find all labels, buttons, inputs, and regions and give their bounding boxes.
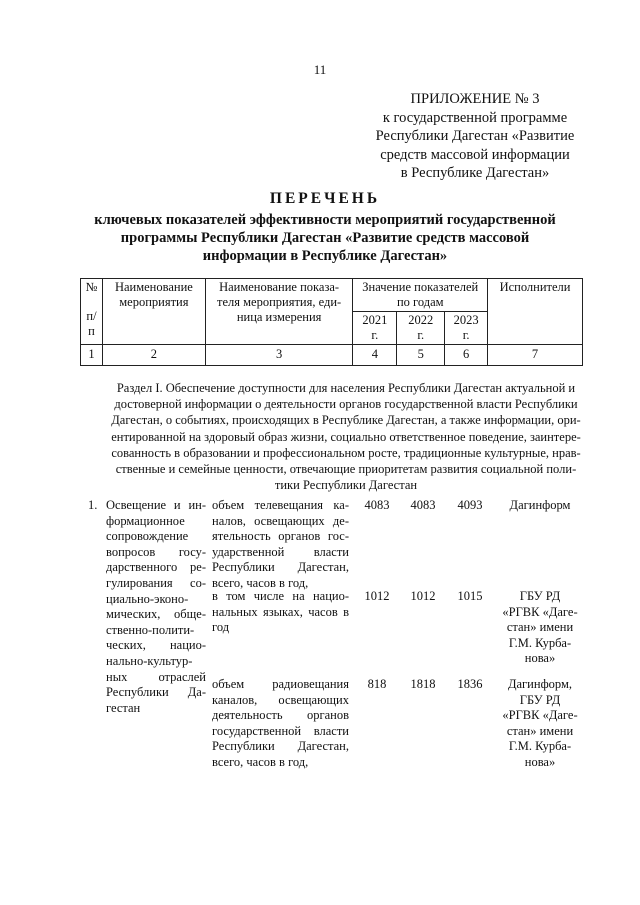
event-line: циально-эконо- [106, 591, 189, 606]
header-year-2023 [445, 312, 488, 345]
executor-line: нова» [524, 754, 556, 769]
executor [492, 677, 588, 771]
header-year-suffix: г. [417, 328, 425, 342]
header-line: Значение показателей [362, 280, 479, 294]
indicator-line: год [212, 620, 230, 635]
executor-line: «РГВК «Даге- [502, 604, 578, 619]
event-line: вопросов госу- [106, 544, 206, 559]
indicator-line: деятельность органов [212, 708, 349, 723]
section-line: Раздел I. Обеспечение доступности для населения Республики Дагестан актуальной и [116, 381, 576, 395]
indicators-table-header [80, 278, 583, 366]
indicator-line: ятельность органов гос- [212, 529, 349, 544]
header-values [353, 279, 488, 312]
event-line: ных отраслей [106, 669, 206, 684]
document-subtitle [40, 211, 610, 265]
executor-line: ГБУ РД [519, 589, 561, 603]
subtitle-line: информации в Республике Дагестан» [202, 248, 448, 264]
header-line: теля мероприятия, еди- [216, 295, 342, 309]
indicator-line: объем телевещания ка- [212, 498, 349, 512]
event-line: Республики Да- [106, 685, 206, 700]
event-line: Освещение и ин- [106, 498, 206, 512]
header-line: ница измерения [236, 310, 322, 324]
section-line: тики Республики Дагестан [274, 478, 418, 493]
indicator-line: всего, часов в год, [212, 575, 309, 590]
executor [492, 589, 588, 667]
indicator-radio [212, 677, 349, 771]
event-line: мических, обще- [106, 607, 206, 622]
section-line: ственные и семейные ценности, отвечающие приоритетам развития социальной поли- [115, 462, 577, 477]
indicator-line: объем радиовещания [212, 677, 349, 691]
appendix-line: ПРИЛОЖЕНИЕ № 3 [410, 91, 540, 107]
executor-line: Г.М. Курба- [508, 635, 572, 650]
header-num-line: № [85, 280, 98, 294]
page-number: 11 [313, 62, 327, 77]
header-year-2021 [353, 312, 397, 345]
header-year: 2023 [453, 313, 479, 327]
value-2022: 1818 [410, 677, 436, 691]
header-year: 2021 [362, 313, 388, 327]
value-2023: 4093 [457, 498, 483, 512]
column-number: 4 [353, 345, 397, 366]
event-line: дарственного ре- [106, 560, 206, 575]
column-number: 6 [445, 345, 488, 366]
event-line: гулирования со- [106, 575, 206, 590]
column-number: 2 [102, 345, 205, 366]
indicator-line: каналов, освещающих [212, 692, 349, 707]
header-year-suffix: г. [371, 328, 379, 342]
row-number: 1. [88, 498, 98, 512]
executor-line: ГБУ РД [519, 692, 561, 707]
header-event-name [102, 279, 205, 345]
document-title: ПЕРЕЧЕНЬ [269, 190, 381, 207]
subtitle-line: ключевых показателей эффективности мероприятий государственной [94, 212, 556, 228]
executor-line: Дагинформ, [507, 677, 573, 691]
header-year-2022 [397, 312, 445, 345]
event-line: сопровождение [106, 529, 189, 544]
header-indicator-name [205, 279, 353, 345]
indicator-tv [212, 498, 349, 592]
executor [492, 498, 588, 514]
column-number: 1 [81, 345, 103, 366]
header-line: мероприятия [119, 295, 189, 309]
event-line: ческих, нацио- [106, 638, 206, 653]
executor-line: стан» имени [506, 620, 574, 635]
section-line: ентированной на здоровый образ жизни, социально ответственное поведение, заинтере- [111, 429, 581, 444]
value-2021: 1012 [364, 589, 390, 603]
value-2021: 818 [367, 677, 387, 691]
executor-line: стан» имени [506, 723, 574, 738]
indicator-national-languages [212, 589, 349, 636]
indicator-line: всего, часов в год, [212, 754, 309, 769]
appendix-heading [340, 90, 610, 183]
appendix-line: в Республике Дагестан» [400, 165, 550, 181]
indicator-line: Республики Дагестан, [212, 560, 349, 575]
header-num-line: п [88, 324, 95, 338]
event-line: нально-культур- [106, 653, 193, 668]
event-line: ственно-полити- [106, 622, 195, 637]
header-num-line: п/ [86, 309, 97, 323]
appendix-line: средств массовой информации [380, 146, 570, 163]
indicator-line: налов, освещающих де- [212, 513, 349, 528]
value-2022: 1012 [410, 589, 436, 603]
subtitle-line: программы Республики Дагестан «Развитие средств массовой [120, 230, 530, 246]
value-2022: 4083 [410, 498, 436, 512]
header-executors: Исполнители [488, 279, 583, 345]
header-year: 2022 [408, 313, 434, 327]
appendix-line: к государственной программе [382, 109, 568, 126]
executor-line: Г.М. Курба- [508, 739, 572, 754]
executor-line: нова» [524, 651, 556, 666]
event-name [106, 498, 206, 716]
event-line: гестан [106, 700, 141, 715]
section-line: достоверной информации о деятельности органов государственной власти Республики [114, 397, 578, 412]
header-line: Наименование показа- [219, 280, 340, 294]
indicator-line: государственной власти [212, 723, 349, 738]
indicator-line: Республики Дагестан, [212, 739, 349, 754]
section-line: сованность в образовании и профессиональном росте, традиционные культурные, нрав- [111, 445, 581, 460]
value-2023: 1015 [457, 589, 483, 603]
executor-line: Дагинформ [509, 498, 571, 512]
header-line: Наименование [114, 280, 193, 294]
column-number: 3 [205, 345, 353, 366]
appendix-line: Республики Дагестан «Развитие [375, 128, 575, 144]
header-year-suffix: г. [462, 328, 470, 342]
value-2021: 4083 [364, 498, 390, 512]
column-number: 5 [397, 345, 445, 366]
column-number: 7 [488, 345, 583, 366]
indicator-line: нальных языках, часов в [212, 604, 349, 619]
header-line: по годам [396, 295, 444, 309]
section-line: Дагестан, о событиях, происходящих в Республике Дагестан, а также информации, ори- [111, 413, 581, 428]
indicator-line: в том числе на нацио- [212, 589, 349, 603]
event-line: формационное [106, 513, 185, 528]
indicator-line: ударственной власти [212, 544, 349, 559]
value-2023: 1836 [457, 677, 483, 691]
executor-line: «РГВК «Даге- [502, 708, 578, 723]
header-num [81, 279, 103, 345]
section-title [86, 380, 606, 493]
